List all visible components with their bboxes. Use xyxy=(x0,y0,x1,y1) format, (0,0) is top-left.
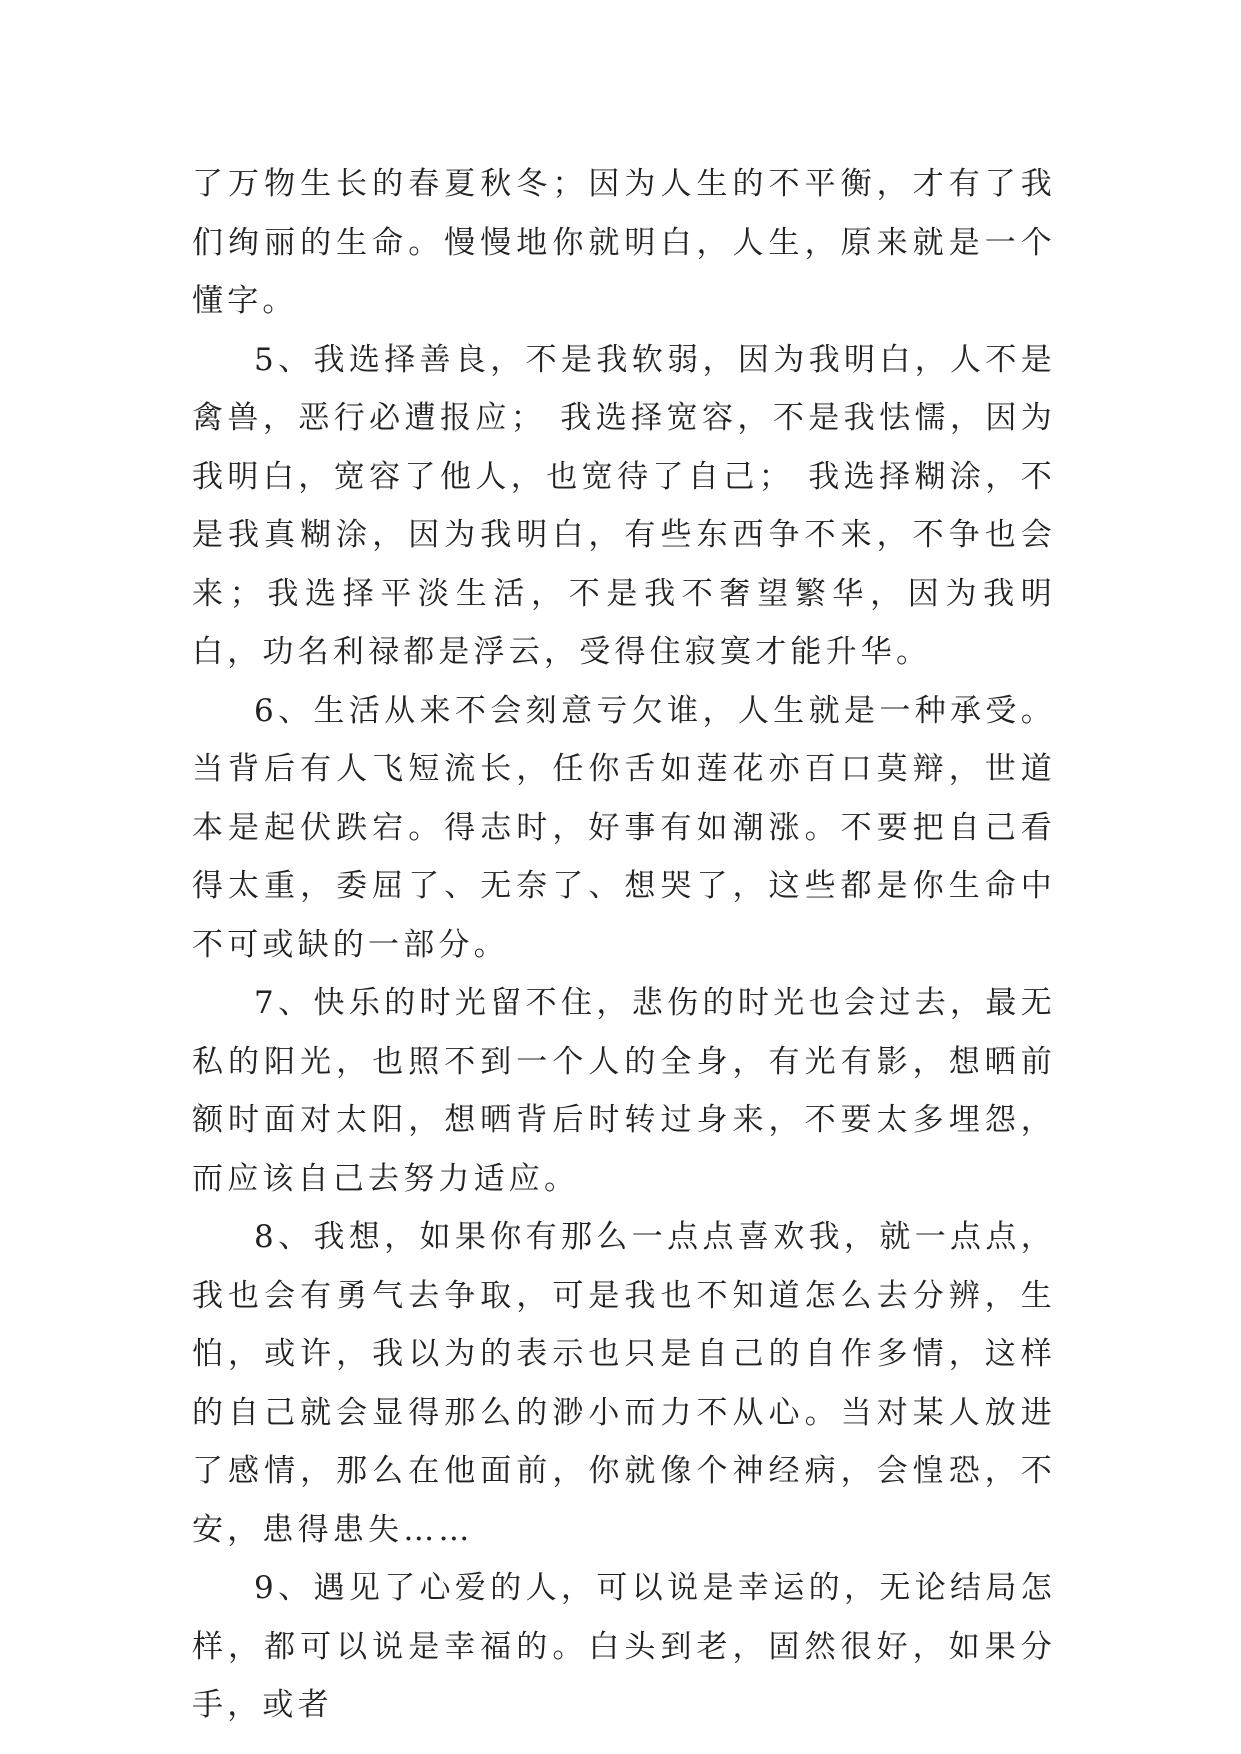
paragraph-7: 7、快乐的时光留不住，悲伤的时光也会过去，最无私的阳光，也照不到一个人的全身，有光有影，想晒前额时面对太阳，想晒背后时转过身来，不要太多埋怨，而应该自己去努力适应。 xyxy=(192,985,1056,1197)
paragraph-8: 8、我想，如果你有那么一点点喜欢我，就一点点，我也会有勇气去争取，可是我也不知道怎么去分辨，生怕，或许，我以为的表示也只是自己的自作多情，这样的自己就会显得那么的渺小而力不从心。当对某人放进了感情，那么在他面前，你就像个神经病，会惶恐，不安，患得患失…… xyxy=(192,1219,1056,1548)
document-body xyxy=(192,155,1056,1735)
paragraph-6: 6、生活从来不会刻意亏欠谁，人生就是一种承受。当背后有人飞短流长，任你舌如莲花亦百口莫辩，世道本是起伏跌宕。得志时，好事有如潮涨。不要把自己看得太重，委屈了、无奈了、想哭了，这些都是你生命中不可或缺的一部分。 xyxy=(192,692,1056,963)
paragraph-5: 5、我选择善良，不是我软弱，因为我明白，人不是禽兽，恶行必遭报应； 我选择宽容，不是我怯懦，因为我明白，宽容了他人，也宽待了自己； 我选择糊涂，不是我真糊涂，因为我明白，有些东西争不来，不争也会来；我选择平淡生活，不是我不奢望繁华，因为我明白，功名利禄都是浮云，受得住寂寞才能升华。 xyxy=(192,341,1056,670)
paragraph-continuation: 了万物生长的春夏秋冬；因为人生的不平衡，才有了我们绚丽的生命。慢慢地你就明白，人生，原来就是一个懂字。 xyxy=(192,166,1056,319)
paragraph-9: 9、遇见了心爱的人，可以说是幸运的，无论结局怎样，都可以说是幸福的。白头到老，固然很好，如果分手，或者 xyxy=(192,1570,1056,1723)
